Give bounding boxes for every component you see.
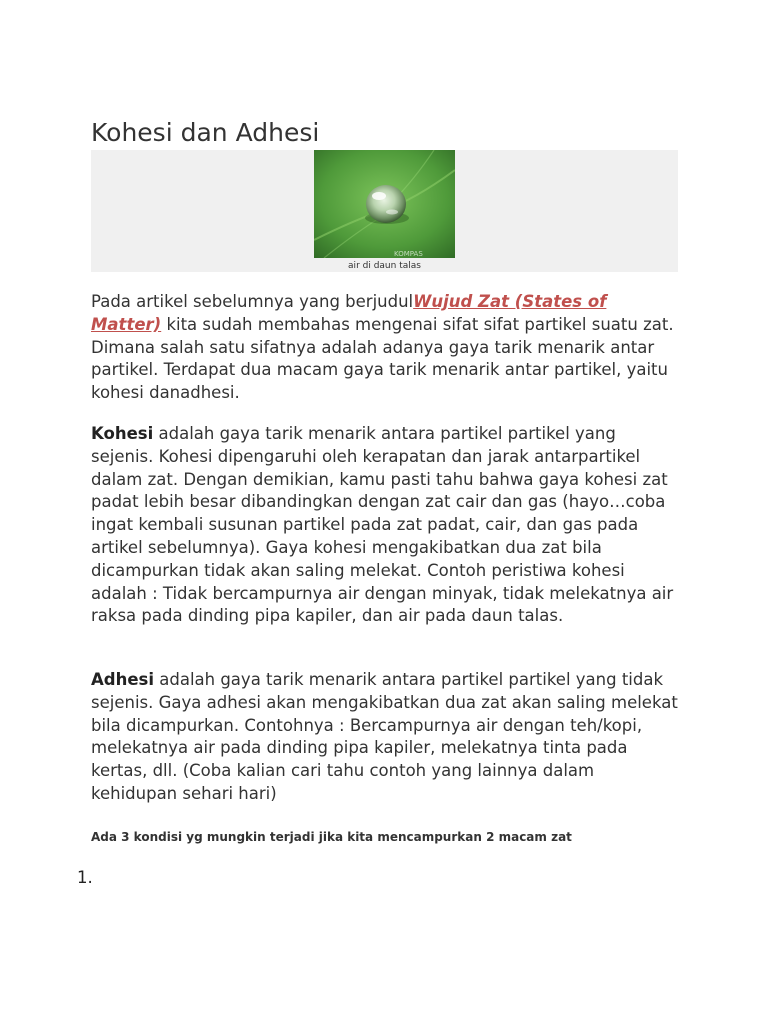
kohesi-term: Kohesi: [91, 424, 154, 443]
watermark-text: KOMPAS: [394, 250, 423, 258]
kohesi-text: adalah gaya tarik menarik antara partikel partikel yang sejenis. Kohesi dipengaruhi oleh kerapatan dan jarak antarpartikel dalam zat. Dengan demikian, kamu pasti tahu bahwa gaya kohesi zat padat lebih besar dibandingkan dengan zat cair dan gas (hayo…coba ingat kembali susunan partikel pada zat padat, cair, dan gas pada artikel sebelumnya). Gaya kohesi mengakibatkan dua zat bila dicampurkan tidak akan saling melekat. Contoh peristiwa kohesi adalah : Tidak bercampurnya air dengan minyak, tidak melekatnya air raksa pada dinding pipa kapiler, dan air pada daun talas.: [91, 424, 674, 626]
kohesi-paragraph: [91, 423, 681, 628]
intro-text-before: Pada artikel sebelumnya yang berjudul: [91, 292, 414, 311]
intro-text-after: kita sudah membahas mengenai sifat sifat partikel suatu zat. Dimana salah satu sifatnya adalah adanya gaya tarik menarik antar partikel. Terdapat dua macam gaya tarik menarik antar partikel, yaitu kohesi danadhesi.: [91, 314, 674, 403]
adhesi-term: Adhesi: [91, 670, 154, 689]
list-marker: 1.: [77, 868, 93, 887]
adhesi-text: adalah gaya tarik menarik antara partikel partikel yang tidak sejenis. Gaya adhesi akan mengakibatkan dua zat akan saling melekat bila dicampurkan. Contohnya : Bercampurnya air dengan teh/kopi, melekatnya air pada dinding pipa kapiler, melekatnya tinta pada kertas, dll. (Coba kalian cari tahu contoh yang lainnya dalam kehidupan sehari hari): [91, 670, 678, 803]
figure: [91, 150, 678, 272]
water-drop-leaf-image: [314, 150, 455, 258]
adhesi-paragraph: [91, 669, 681, 806]
conditions-note: Ada 3 kondisi yg mungkin terjadi jika kita mencampurkan 2 macam zat: [91, 830, 572, 844]
wujud-zat-link[interactable]: Wujud Zat (States of Matter): [91, 292, 607, 334]
figure-caption: air di daun talas: [348, 261, 421, 271]
page-title: Kohesi dan Adhesi: [91, 118, 320, 147]
intro-paragraph: [91, 291, 681, 405]
